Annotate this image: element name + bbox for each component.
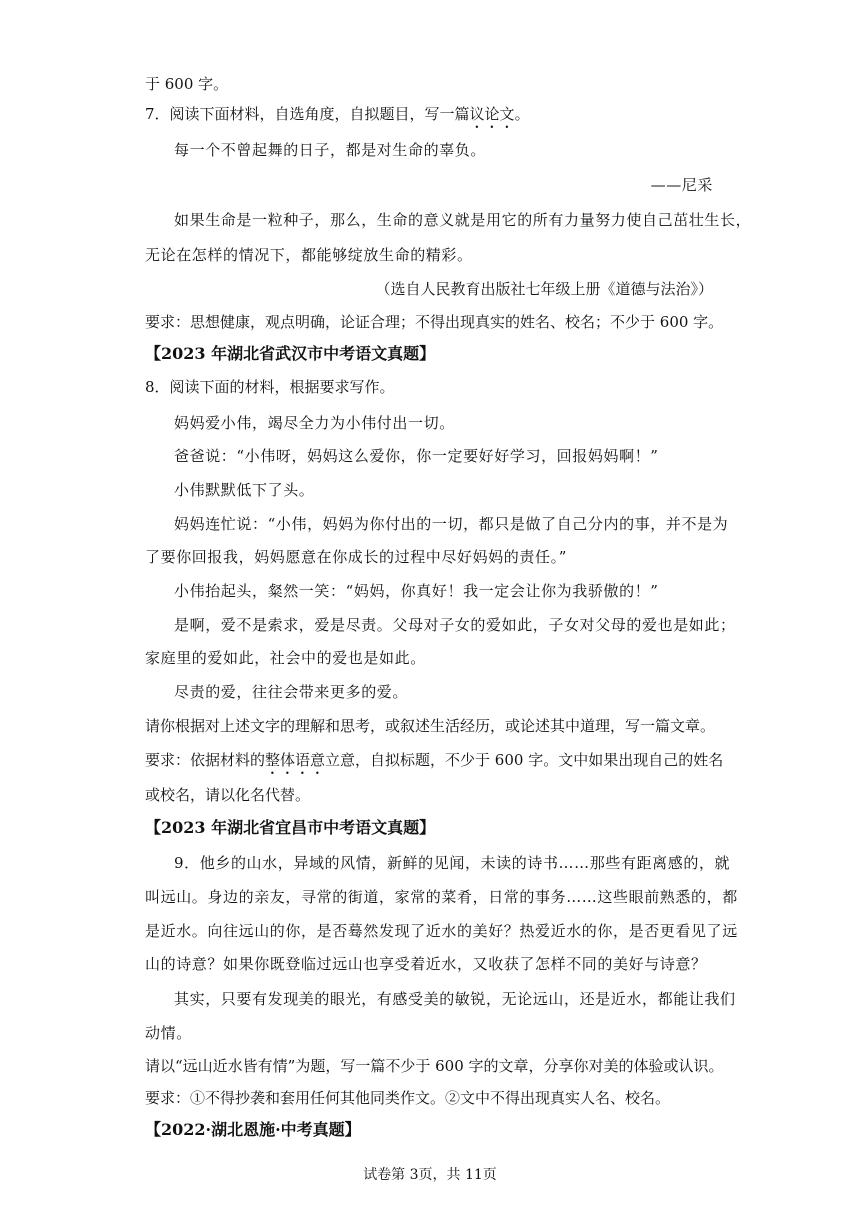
q9-para-1b: 叫远山。身边的亲友，寻常的街道，家常的菜肴，日常的事务……这些眼前熟悉的，都 (145, 888, 738, 906)
q9-para-1a: 9．他乡的山水，异域的风情，新鲜的见闻，未读的诗书……那些有距离感的，就 (174, 854, 731, 872)
q8-material-7: 尽责的爱，往往会带来更多的爱。 (174, 683, 409, 701)
q8-requirement: 要求：依据材料的整体语意立意，自拟标题，不少于 600 字。文中如果出现自己的姓名 (145, 751, 724, 769)
q7-material-line-1: 如果生命是一粒种子，那么，生命的意义就是用它的所有力量努力使自己茁壮生长， (174, 211, 752, 229)
q8-material-4a: 妈妈连忙说：“小伟，妈妈为你付出的一切，都只是做了自己分内的事，并不是为 (174, 515, 729, 533)
section-heading-wuhan: 【2023 年湖北省武汉市中考语文真题】 (145, 344, 436, 363)
q9-requirement: 要求：①不得抄袭和套用任何其他同类作文。②文中不得出现真实人名、校名。 (145, 1089, 671, 1107)
q8-material-5: 小伟抬起头，粲然一笑：“妈妈，你真好！我一定会让你为我骄傲的！” (174, 582, 659, 600)
q7-source: （选自人民教育出版社七年级上册《道德与法治》） (375, 280, 713, 298)
q8-material-1: 妈妈爱小伟，竭尽全力为小伟付出一切。 (174, 414, 455, 432)
q8-material-3: 小伟默默低下了头。 (174, 481, 315, 499)
q9-para-1d: 山的诗意？如果你既登临过远山也享受着近水，又收获了怎样不同的美好与诗意？ (145, 955, 707, 973)
emphasis-text: 议论文 (469, 105, 515, 123)
q7-author: ——尼采 (650, 176, 713, 194)
q9-para-2a: 其实，只要有发现美的眼光，有感受美的敏锐，无论远山，还是近水，都能让我们 (174, 990, 736, 1008)
q8-material-6b: 家庭里的爱如此，社会中的爱也是如此。 (145, 649, 426, 667)
section-heading-enshi: 【2022·湖北恩施·中考真题】 (145, 1120, 361, 1139)
q8-task: 请你根据对上述文字的理解和思考，或叙述生活经历，或论述其中道理，写一篇文章。 (145, 717, 716, 735)
q7-prompt: 7．阅读下面材料，自选角度，自拟题目，写一篇议论文。 (145, 105, 530, 123)
q9-para-2b: 动情。 (145, 1024, 192, 1042)
q8-requirement-2: 或校名，请以化名代替。 (145, 786, 311, 804)
q9-para-1c: 是近水。向往远山的你，是否蓦然发现了近水的美好？热爱近水的你，是否更看见了远 (145, 922, 738, 940)
q8-material-2: 爸爸说：“小伟呀，妈妈这么爱你，你一定要好好学习，回报妈妈啊！” (174, 447, 659, 465)
q7-requirement: 要求：思想健康，观点明确，论证合理；不得出现真实的姓名、校名；不少于 600 字。 (145, 313, 724, 331)
q8-material-6a: 是啊，爱不是索求，爱是尽责。父母对子女的爱如此，子女对父母的爱也是如此； (174, 616, 736, 634)
section-heading-yichang: 【2023 年湖北省宜昌市中考语文真题】 (145, 818, 436, 837)
q7-material-line-2: 无论在怎样的情况下，都能够绽放生命的精彩。 (145, 246, 473, 264)
q8-prompt: 8．阅读下面的材料，根据要求写作。 (145, 378, 395, 396)
q7-quote: 每一个不曾起舞的日子，都是对生命的辜负。 (174, 141, 487, 159)
emphasis-text: 整体语意 (265, 751, 326, 769)
q8-material-4b: 了要你回报我，妈妈愿意在你成长的过程中尽好妈妈的责任。” (145, 548, 567, 566)
page-footer: 试卷第 3页，共 11页 (363, 1167, 497, 1183)
q6-tail: 于 600 字。 (145, 75, 229, 93)
q9-task: 请以“远山近水皆有情”为题，写一篇不少于 600 字的文章，分享你对美的体验或认识。 (145, 1057, 724, 1075)
